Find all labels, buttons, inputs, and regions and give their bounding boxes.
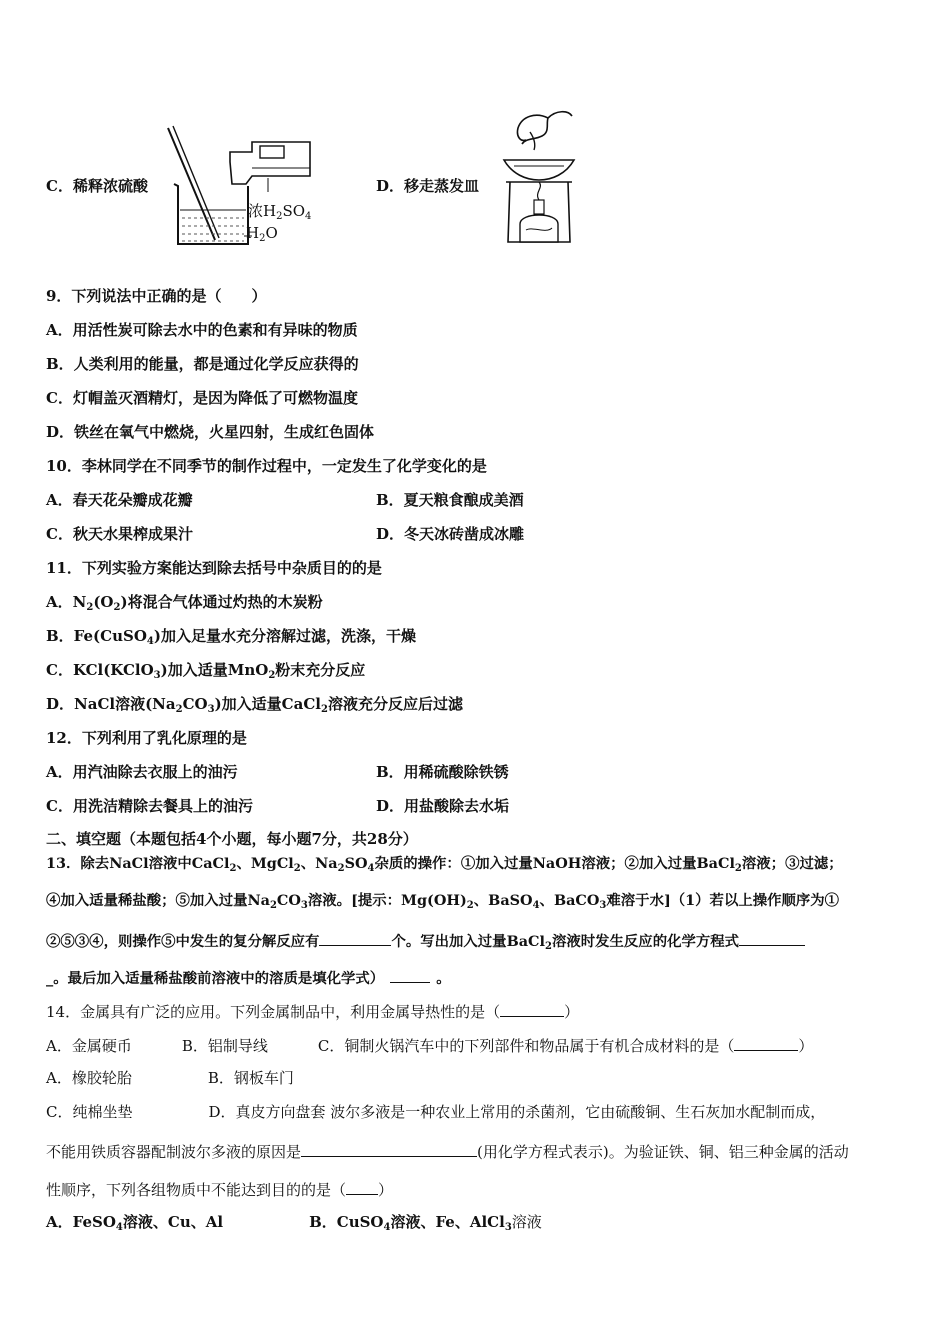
q12-stem: 12．下列利用了乳化原理的是 <box>46 729 247 747</box>
q12-option-c: C．用洗洁精除去餐具上的油污 <box>46 797 253 815</box>
q13-line-4: _。最后加入适量稀盐酸前溶液中的溶质是填化学式） 。 <box>46 966 451 989</box>
q9-option-d: D．铁丝在氧气中燃烧，火星四射，生成红色固体 <box>46 423 375 441</box>
q10-stem: 10．李林同学在不同季节的制作过程中，一定发生了化学变化的是 <box>46 457 487 475</box>
section-heading: 二、填空题（本题包括4个小题，每小题7分，共28分） <box>46 830 418 848</box>
q9-option-a: A．用活性炭可除去水中的色素和有异味的物质 <box>46 321 358 339</box>
q11-option-d: D．NaCl溶液$(Na_2CO_3)$加入适量CaCl$_2$溶液充分反应后过滤 <box>46 695 463 715</box>
q13-line-1: 13．除去NaCl溶液中CaCl$_2$、MgCl$_2$、$Na_2SO_4$杂质的操作：①加入过量NaOH溶液；②加入过量BaCl$_2$溶液；③过滤； <box>46 855 843 874</box>
q11-option-c: C．KCl(KClO$_3$)加入适量MnO$_2$粉末充分反应 <box>46 661 366 681</box>
figure-water-label: $H_2O$ <box>246 224 278 244</box>
q14-line-6: 性顺序，下列各组物质中不能达到目的的是（ ） <box>46 1178 393 1200</box>
q11-option-b: B．Fe(CuSO$_4$)加入足量水充分溶解过滤，洗涤，干燥 <box>46 627 416 647</box>
figure-acid-label: 浓$H_2SO_4$ <box>248 202 312 222</box>
q14-stem: 14．金属具有广泛的应用。下列金属制品中，利用金属导热性的是（ ） <box>46 1000 579 1022</box>
q9-option-b: B．人类利用的能量，都是通过化学反应获得的 <box>46 355 359 373</box>
q9-stem: 9．下列说法中正确的是（ ） <box>46 287 267 305</box>
q13-blank-1[interactable] <box>319 929 391 946</box>
q14-line-2: A．金属硬币 B．铝制导线 C．铜制火锅汽车中的下列部件和物品属于有机合成材料的是（ ） <box>46 1034 813 1056</box>
q12-option-a: A．用汽油除去衣服上的油污 <box>46 763 238 781</box>
q14-blank-4[interactable] <box>346 1178 378 1195</box>
dilute-sulfuric-acid-figure <box>160 122 330 250</box>
q8-option-d: D．移走蒸发皿 <box>376 177 480 195</box>
q10-option-c: C．秋天水果榨成果汁 <box>46 525 193 543</box>
q10-option-a: A．春天花朵瓣成花瓣 <box>46 491 193 509</box>
q13-line-2: ④加入适量稀盐酸；⑤加入过量$Na_2CO_3$溶液。[提示：$Mg(OH)_2$、BaSO$_4$、BaCO$_3$难溶于水]（1）若以上操作顺序为① <box>46 892 840 911</box>
q13-blank-2[interactable] <box>739 929 805 946</box>
q14-blank-2[interactable] <box>734 1034 798 1051</box>
q8-option-c: C．稀释浓硫酸 <box>46 177 148 195</box>
q10-option-b: B．夏天粮食酿成美酒 <box>376 491 524 509</box>
q12-option-b: B．用稀硫酸除铁锈 <box>376 763 509 781</box>
q11-option-a: A．$N_2(O_2)$将混合气体通过灼热的木炭粉 <box>46 593 323 613</box>
q9-option-c: C．灯帽盖灭酒精灯，是因为降低了可燃物温度 <box>46 389 358 407</box>
q13-blank-3[interactable] <box>390 966 430 983</box>
q14-line-4: C．纯棉坐垫 D．真皮方向盘套 波尔多液是一种农业上常用的杀菌剂，它由硫酸铜、生石灰加水配制而成， <box>46 1103 826 1121</box>
q14-line-3: A．橡胶轮胎 B．钢板车门 <box>46 1069 294 1087</box>
q14-line-7: A．FeSO$_4$溶液、Cu、Al B．CuSO$_4$溶液、Fe、AlCl$_3$溶液 <box>46 1213 542 1233</box>
q14-line-5: 不能用铁质容器配制波尔多液的原因是 (用化学方程式表示)。为验证铁、铜、铝三种金属的活动 <box>46 1140 849 1162</box>
q13-line-3: ②⑤③④，则操作⑤中发生的复分解反应有 个。写出加入过量BaCl$_2$溶液时发生反应的化学方程式 <box>46 929 805 952</box>
q11-stem: 11．下列实验方案能达到除去括号中杂质目的的是 <box>46 559 382 577</box>
q14-blank-1[interactable] <box>500 1000 564 1017</box>
q10-option-d: D．冬天冰砖凿成冰雕 <box>376 525 525 543</box>
evaporating-dish-figure <box>496 108 582 248</box>
q14-blank-3[interactable] <box>301 1140 477 1157</box>
q12-option-d: D．用盐酸除去水垢 <box>376 797 510 815</box>
